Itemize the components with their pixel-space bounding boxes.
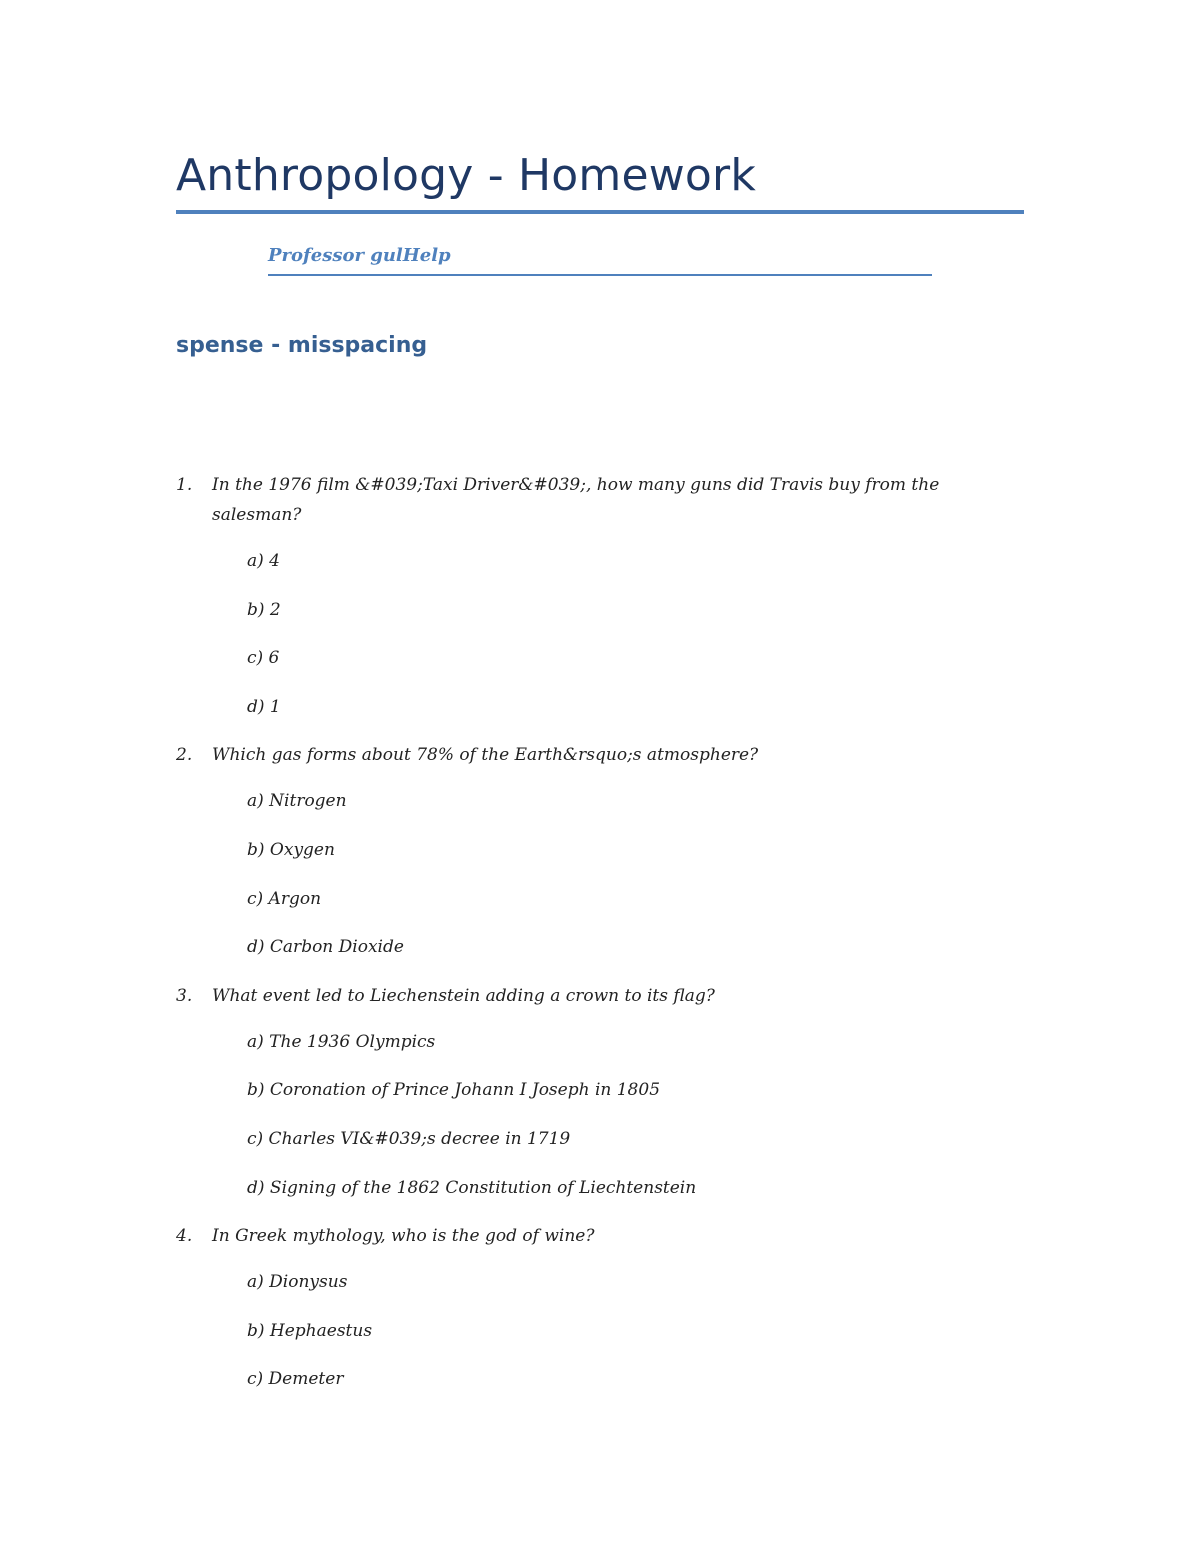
answer-option: b) 2 [247,599,281,620]
question-text: What event led to Liechenstein adding a crown to its flag? [212,985,715,1006]
question-item [176,470,976,722]
answer-options [176,546,976,722]
answer-option: a) Nitrogen [247,791,347,812]
answer-option: a) Dionysus [247,1272,348,1293]
answer-option: a) 4 [247,551,280,571]
question-number: 1. [176,475,193,495]
answer-option: c) Charles VI&#039;s decree in 1719 [247,1128,571,1149]
answer-option: d) Signing of the 1862 Constitution of Liechtenstein [247,1177,697,1198]
answer-option: d) 1 [247,696,281,717]
document-title: Anthropology - Homework [176,150,756,201]
question-row [176,740,976,770]
answer-options [176,1267,976,1394]
question-item [176,740,976,962]
question-text: Which gas forms about 78% of the Earth&rsquo;s atmosphere? [212,745,759,766]
question-item [176,1221,976,1394]
question-row [176,981,976,1011]
question-text: In Greek mythology, who is the god of wine? [212,1226,595,1247]
question-row [176,470,976,530]
answer-options [176,786,976,962]
document-subtitle: Professor gulHelp [268,245,451,266]
section-heading: spense - misspacing [176,333,428,358]
answer-option: b) Oxygen [247,839,335,860]
question-list [176,470,976,1413]
question-text: In the 1976 film &#039;Taxi Driver&#039;, how many guns did Travis buy from the salesman? [212,475,940,525]
answer-option: b) Hephaestus [247,1320,373,1341]
answer-option: c) Demeter [247,1369,344,1390]
answer-option: d) Carbon Dioxide [247,937,404,958]
answer-option: c) Argon [247,888,322,909]
answer-option: a) The 1936 Olympics [247,1031,436,1052]
question-number: 4. [176,1226,193,1247]
subtitle-underline [268,274,932,276]
answer-option: c) 6 [247,648,280,669]
question-number: 3. [176,985,193,1006]
title-underline [176,210,1024,214]
answer-options [176,1027,976,1203]
question-number: 2. [176,745,193,766]
answer-option: b) Coronation of Prince Johann I Joseph in 1805 [247,1080,661,1101]
question-row [176,1221,976,1251]
question-item [176,981,976,1203]
